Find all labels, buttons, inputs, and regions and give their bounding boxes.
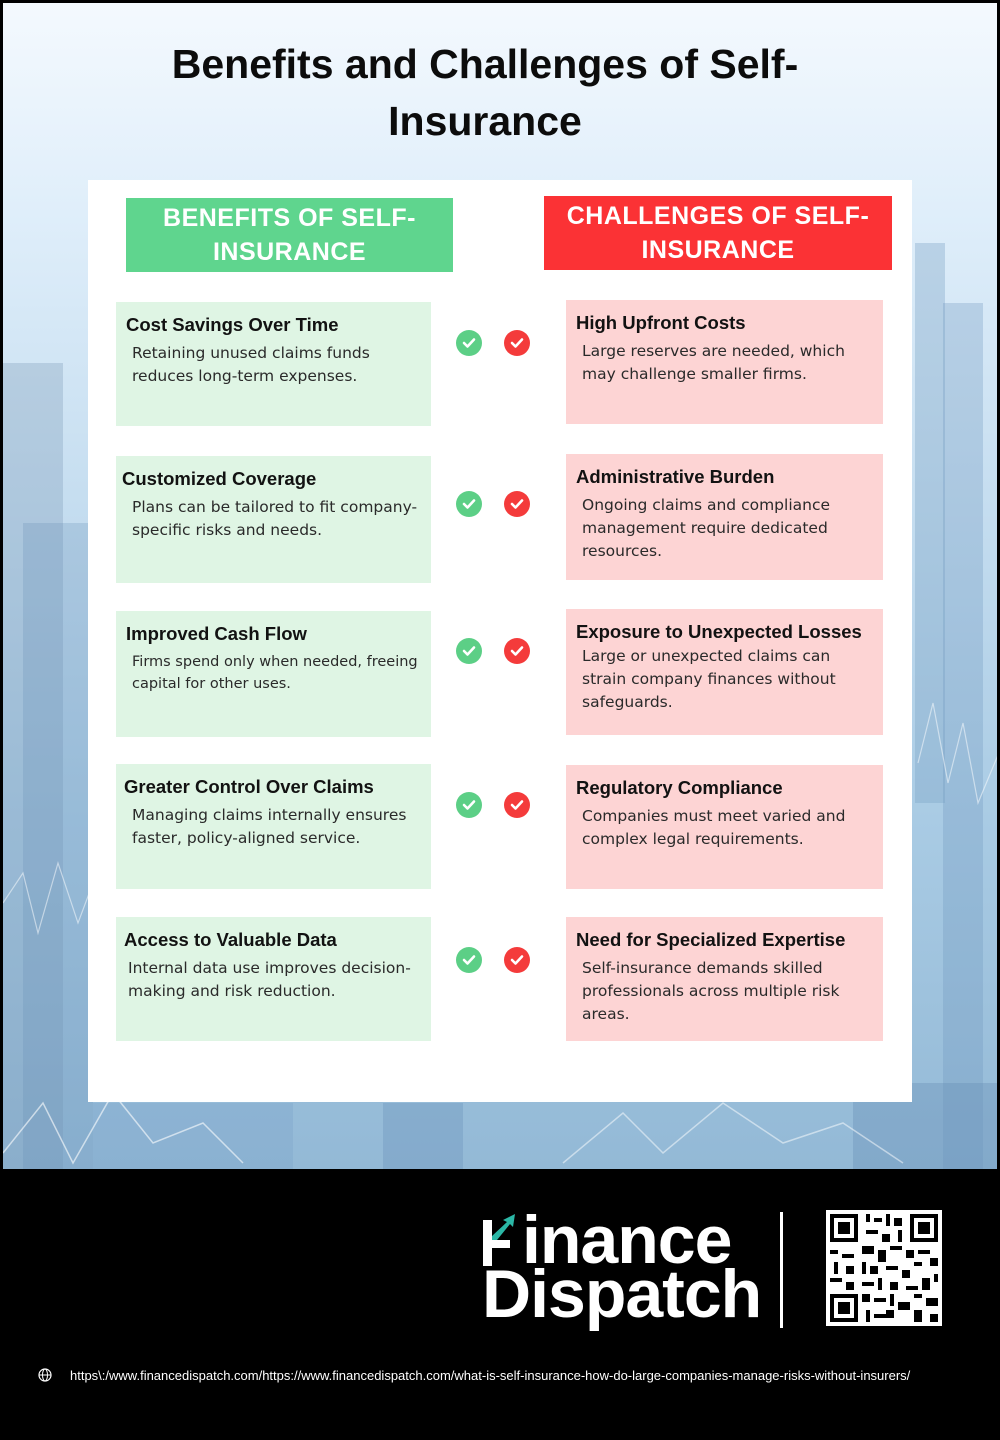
challenge-title: Regulatory Compliance (576, 777, 783, 798)
benefit-text: Plans can be tailored to fit company-specific risks and needs. (132, 498, 418, 539)
challenge-title: Exposure to Unexpected Losses (576, 621, 862, 642)
benefit-title: Access to Valuable Data (124, 929, 337, 950)
benefit-text: Managing claims internally ensures faster, policy-aligned service. (132, 806, 407, 847)
benefit-title: Greater Control Over Claims (124, 776, 374, 797)
challenge-text: Large or unexpected claims can strain company finances without safeguards. (582, 647, 836, 711)
challenge-title: Administrative Burden (576, 466, 775, 487)
red-check-icon (504, 330, 530, 356)
page-title: Benefits and Challenges of Self-Insurance (171, 41, 799, 144)
green-check-icon (456, 330, 482, 356)
benefit-title: Cost Savings Over Time (126, 314, 339, 335)
green-check-icon (456, 638, 482, 664)
benefit-card (116, 302, 431, 426)
green-check-icon (456, 491, 482, 517)
challenge-title: Need for Specialized Expertise (576, 929, 846, 950)
benefit-card (116, 764, 431, 889)
qr-code[interactable] (826, 1210, 942, 1326)
benefit-text: Internal data use improves decision-making and risk reduction. (128, 959, 411, 1000)
red-check-icon (504, 947, 530, 973)
benefit-title: Customized Coverage (122, 468, 317, 489)
challenges-header: CHALLENGES OF SELF-INSURANCE (544, 196, 892, 270)
challenge-card (566, 765, 883, 889)
challenge-card (566, 300, 883, 424)
green-check-icon (456, 947, 482, 973)
challenge-card (566, 917, 883, 1041)
challenge-card (566, 609, 883, 735)
source-url-link[interactable]: https\:/www.financedispatch.com/https://www.financedispatch.com/what-is-self-insurance-how-do-large-companies-manage-risks-without-insurers/ (70, 1368, 911, 1383)
challenge-text: Self-insurance demands skilled professionals across multiple risk areas. (582, 959, 840, 1023)
benefit-text: Firms spend only when needed, freeing capital for other uses. (132, 654, 418, 692)
red-check-icon (504, 638, 530, 664)
benefits-header: BENEFITS OF SELF-INSURANCE (126, 198, 453, 272)
benefit-text: Retaining unused claims funds reduces long-term expenses. (132, 344, 370, 385)
benefit-card (116, 917, 431, 1041)
footer-divider (780, 1212, 783, 1328)
benefit-card (116, 611, 431, 737)
red-check-icon (504, 491, 530, 517)
challenge-text: Large reserves are needed, which may challenge smaller firms. (582, 342, 845, 383)
globe-icon (38, 1368, 52, 1382)
logo-text-finance[interactable]: inance (522, 1202, 732, 1278)
benefit-card (116, 456, 431, 583)
challenge-title: High Upfront Costs (576, 312, 746, 333)
challenge-text: Ongoing claims and compliance management require dedicated resources. (582, 496, 830, 560)
benefit-title: Improved Cash Flow (126, 623, 307, 644)
challenge-text: Companies must meet varied and complex legal requirements. (582, 807, 846, 848)
logo-text-dispatch[interactable]: Dispatch (482, 1256, 762, 1332)
green-check-icon (456, 792, 482, 818)
challenge-card (566, 454, 883, 580)
red-check-icon (504, 792, 530, 818)
